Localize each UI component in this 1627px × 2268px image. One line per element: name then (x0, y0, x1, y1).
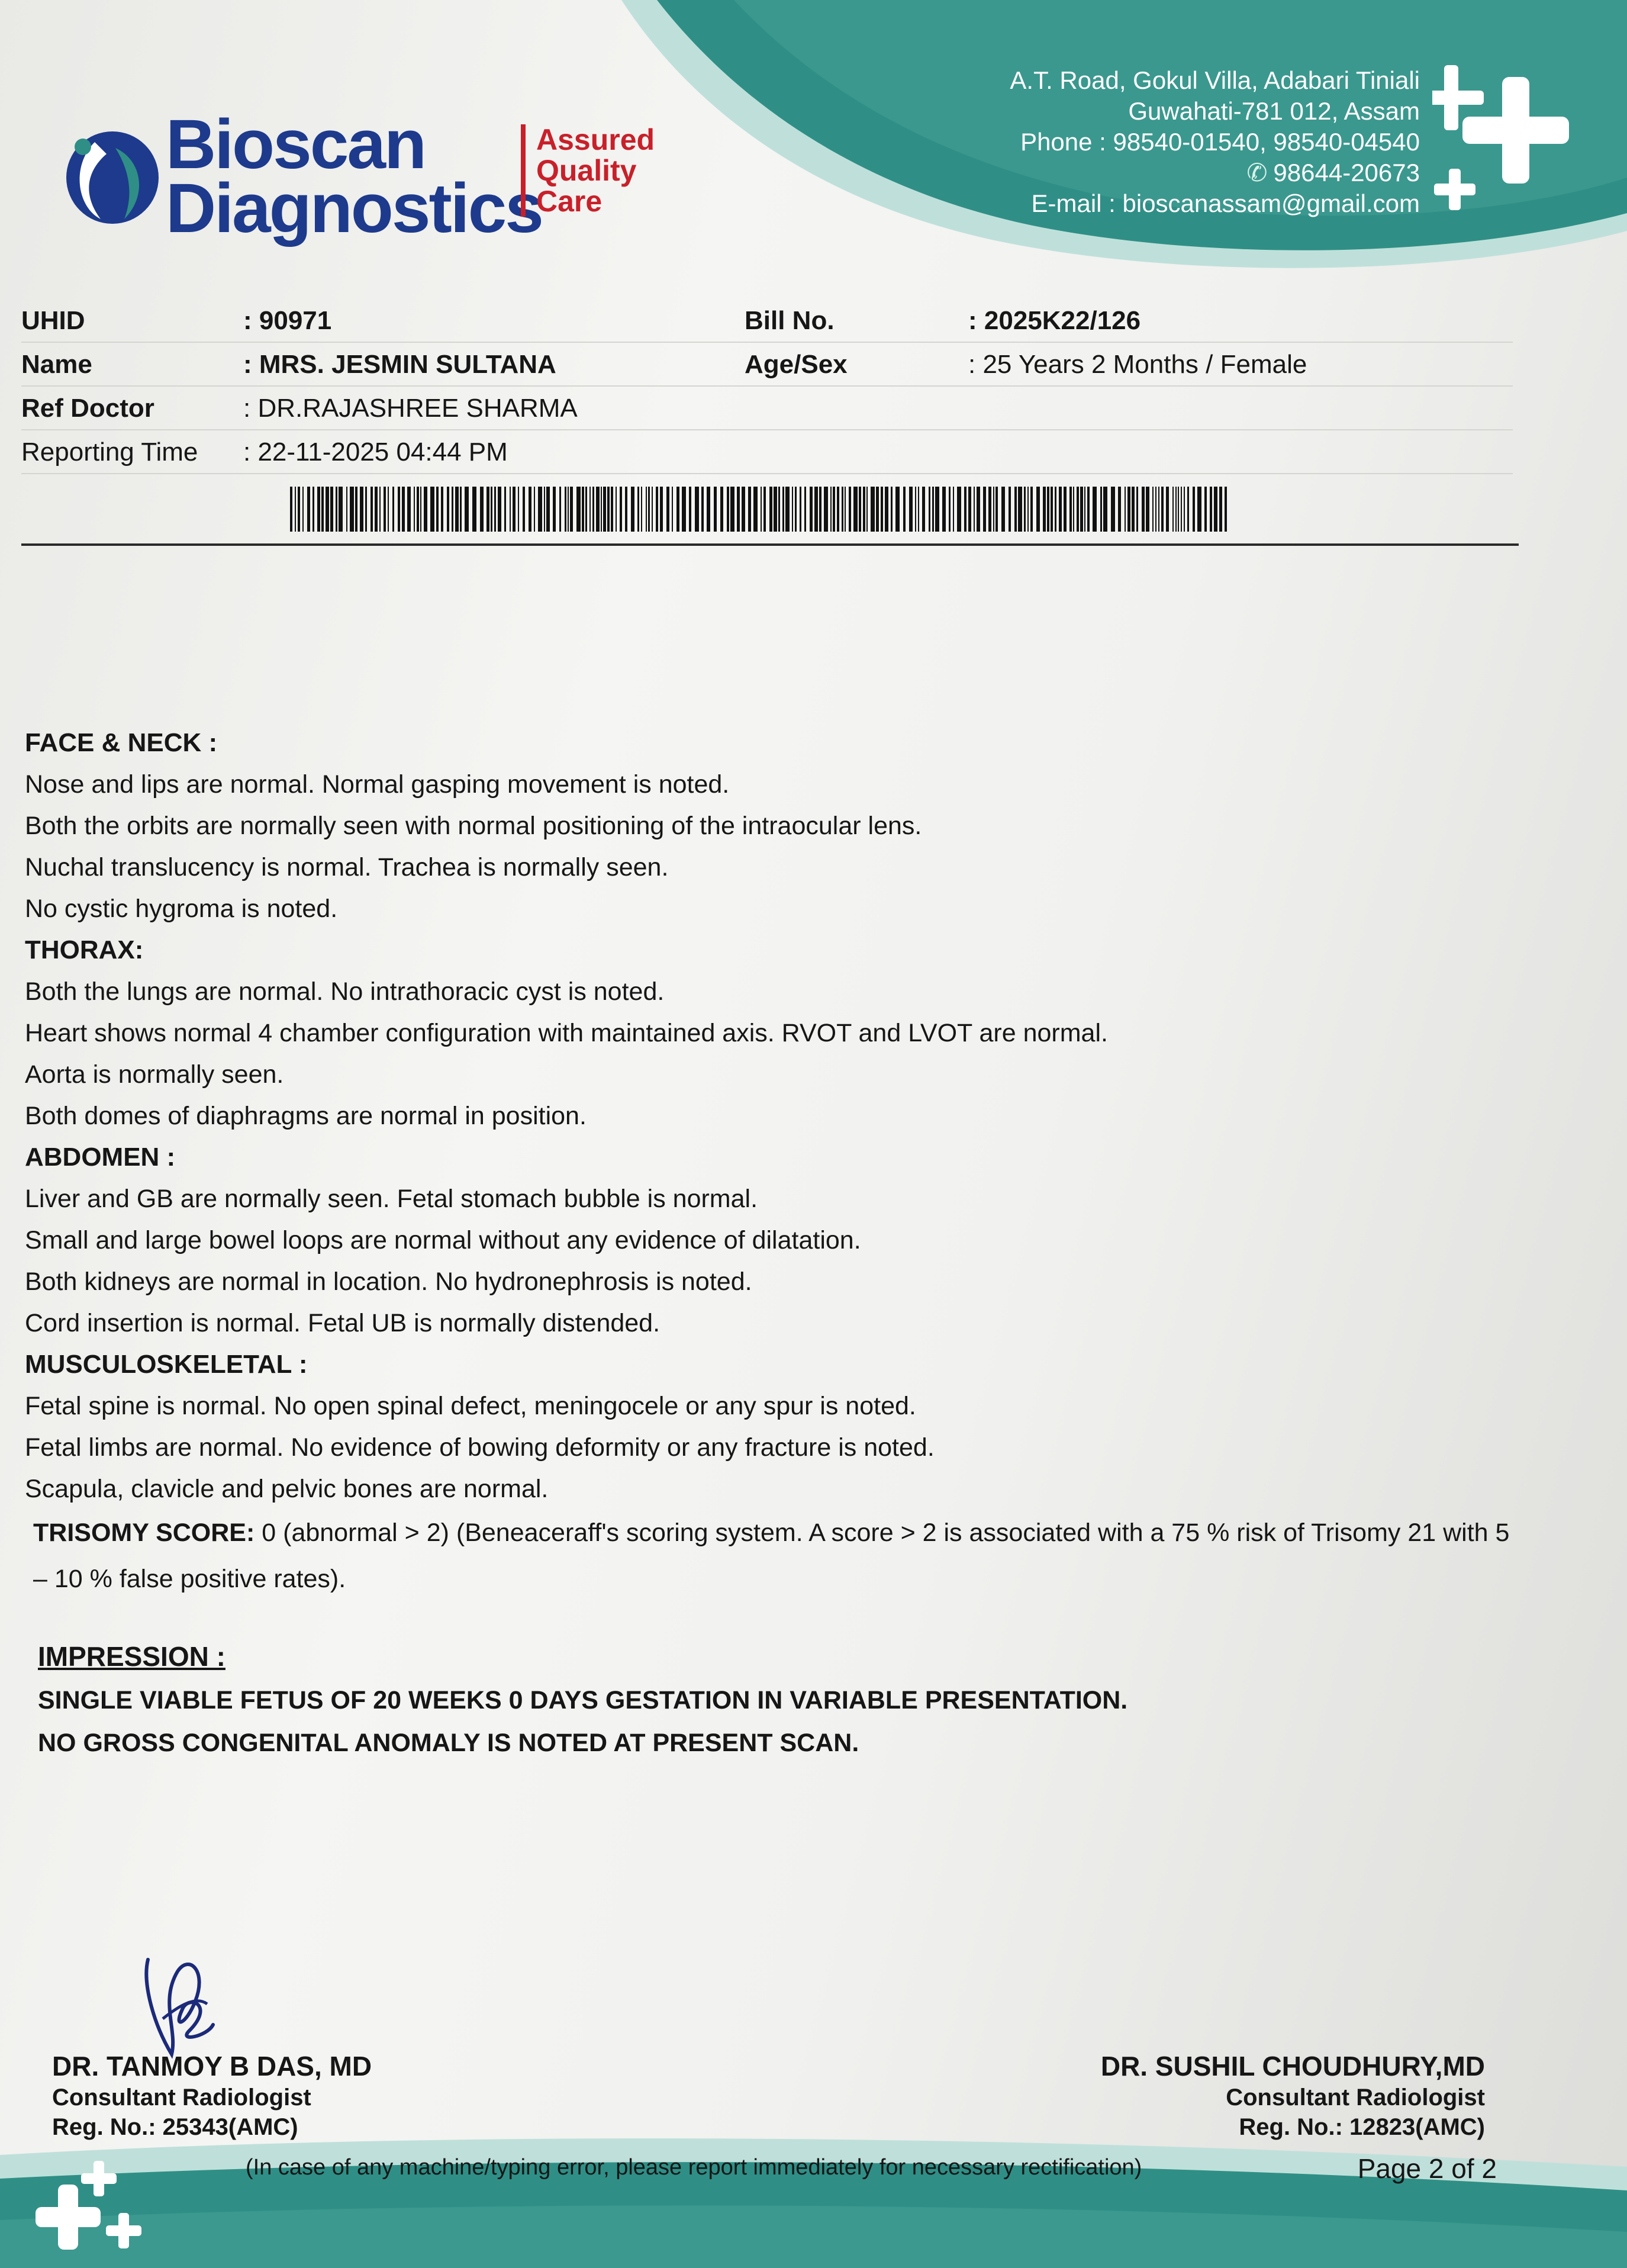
barcode-bar (447, 487, 449, 532)
barcode-bar (824, 487, 828, 532)
barcode-bar (553, 487, 556, 532)
barcode-bar (1001, 487, 1005, 532)
barcode-bar (935, 487, 939, 532)
barcode-bar (302, 487, 304, 532)
impression-line: NO GROSS CONGENITAL ANOMALY IS NOTED AT PRESENT SCAN. (38, 1729, 859, 1757)
barcode-bar (1204, 487, 1207, 532)
tagline-word: Quality (536, 154, 637, 187)
barcode-bar (761, 487, 762, 532)
agesex-label: Age/Sex (745, 350, 848, 379)
barcode-bar (365, 487, 367, 532)
tagline (521, 124, 655, 217)
info-row (21, 387, 1513, 430)
brand-name-line2: Diagnostics (166, 169, 542, 247)
barcode-bar (339, 487, 343, 532)
barcode-bar (1059, 487, 1062, 532)
refdoc-value: : DR.RAJASHREE SHARMA (243, 394, 578, 423)
barcode-bar (518, 487, 519, 532)
finding-line: Nuchal translucency is normal. Trachea is normally seen. (25, 853, 669, 882)
barcode-bar (1132, 487, 1135, 532)
barcode-bar (379, 487, 381, 532)
barcode-bar (589, 487, 591, 532)
barcode-bar (1030, 487, 1033, 532)
barcode-bar (964, 487, 966, 532)
barcode-bar (1181, 487, 1182, 532)
barcode-bar (616, 487, 617, 532)
whatsapp-number: 98644-20673 (1273, 159, 1420, 186)
barcode-bar (885, 487, 888, 532)
barcode-bar (360, 487, 363, 532)
barcode-bar (487, 487, 489, 532)
barcode-bar (988, 487, 991, 532)
barcode-bar (819, 487, 821, 532)
barcode-bar (929, 487, 930, 532)
barcode-bar (430, 487, 434, 532)
barcode-bar (800, 487, 801, 532)
doctor-name: DR. SUSHIL CHOUDHURY,MD (1100, 2051, 1485, 2082)
uhid-value: : 90971 (243, 306, 332, 335)
barcode-bar (689, 487, 691, 532)
barcode-bar (881, 487, 883, 532)
barcode-bar (1178, 487, 1179, 532)
email-line: E-mail : bioscanassam@gmail.com (1031, 189, 1420, 217)
address-line: Guwahati-781 012, Assam (1128, 97, 1420, 125)
refdoc-label: Ref Doctor (21, 394, 154, 423)
barcode-bar (1073, 487, 1074, 532)
barcode-bar (441, 487, 443, 532)
barcode-bar (782, 487, 784, 532)
barcode-bar (974, 487, 975, 532)
barcode-bar (1136, 487, 1138, 532)
barcode-bar (398, 487, 400, 532)
tagline-word: Care (536, 185, 603, 218)
plus-cross-icon (30, 2161, 148, 2250)
name-value: : MRS. JESMIN SULTANA (243, 350, 556, 379)
phone-numbers: Phone : 98540-01540, 98540-04540 (1020, 128, 1420, 156)
barcode-bar (853, 487, 858, 532)
section-heading-thorax: THORAX: (25, 935, 144, 964)
barcode-bar (1055, 487, 1056, 532)
barcode-bar (859, 487, 861, 532)
doctor-reg: Reg. No.: 25343(AMC) (52, 2114, 298, 2140)
barcode-bar (534, 487, 535, 532)
barcode-bar (792, 487, 793, 532)
barcode-bar (307, 487, 310, 532)
barcode-bar (742, 487, 745, 532)
barcode-bar (420, 487, 421, 532)
trisomy-score (33, 1510, 1513, 1602)
barcode-bar (1009, 487, 1011, 532)
barcode-bar (769, 487, 772, 532)
barcode-bar (559, 487, 561, 532)
barcode-bar (666, 487, 669, 532)
barcode-bar (1036, 487, 1040, 532)
barcode-bar (436, 487, 439, 532)
barcode-bar (384, 487, 386, 532)
barcode-bar (1111, 487, 1115, 532)
barcode-bar (336, 487, 337, 532)
barcode-bar (1087, 487, 1090, 532)
barcode-bar (321, 487, 324, 532)
barcode-bar (1172, 487, 1174, 532)
barcode-bar (1103, 487, 1107, 532)
barcode (290, 487, 1231, 532)
finding-line: Nose and lips are normal. Normal gasping movement is noted. (25, 770, 730, 799)
barcode-bar (707, 487, 710, 532)
barcode-bar (720, 487, 723, 532)
barcode-bar (753, 487, 758, 532)
barcode-bar (1125, 487, 1126, 532)
doctor-title: Consultant Radiologist (52, 2084, 311, 2111)
plus-cross-icon (1432, 41, 1574, 213)
finding-line: Cord insertion is normal. Fetal UB is normally distended. (25, 1309, 661, 1337)
footer-disclaimer: (In case of any machine/typing error, please report immediately for necessary rectification) (246, 2155, 1142, 2180)
barcode-bar (295, 487, 296, 532)
footer-wave-decoration (0, 2131, 1627, 2268)
finding-line: Fetal spine is normal. No open spinal defect, meningocele or any spur is noted. (25, 1392, 916, 1420)
barcode-bar (596, 487, 600, 532)
barcode-bar (810, 487, 813, 532)
barcode-bar (494, 487, 496, 532)
barcode-bar (714, 487, 717, 532)
info-row (21, 430, 1513, 474)
barcode-bar (576, 487, 581, 532)
barcode-bar (837, 487, 839, 532)
finding-line: Both the orbits are normally seen with normal positioning of the intraocular lens. (25, 812, 922, 840)
barcode-bar (871, 487, 875, 532)
barcode-bar (402, 487, 405, 532)
barcode-bar (1093, 487, 1097, 532)
barcode-bar (995, 487, 998, 532)
barcode-bar (455, 487, 459, 532)
barcode-bar (656, 487, 658, 532)
barcode-bar (922, 487, 925, 532)
info-row (21, 299, 1513, 343)
barcode-bar (1161, 487, 1164, 532)
barcode-bar (863, 487, 865, 532)
barcode-bar (730, 487, 734, 532)
barcode-bar (568, 487, 569, 532)
barcode-bar (1069, 487, 1072, 532)
barcode-bar (513, 487, 516, 532)
barcode-bar (523, 487, 525, 532)
barcode-bar (582, 487, 584, 532)
finding-line: Small and large bowel loops are normal without any evidence of dilatation. (25, 1226, 861, 1254)
barcode-bar (607, 487, 610, 532)
barcode-bar (993, 487, 994, 532)
barcode-bar (727, 487, 729, 532)
barcode-bar (891, 487, 893, 532)
whatsapp-line (1010, 157, 1420, 188)
section-heading-musculoskeletal: MUSCULOSKELETAL : (25, 1350, 308, 1379)
barcode-bar (949, 487, 951, 532)
barcode-bar (676, 487, 679, 532)
barcode-bar (1184, 487, 1185, 532)
barcode-bar (833, 487, 835, 532)
barcode-bar (326, 487, 329, 532)
barcode-bar (737, 487, 740, 532)
barcode-bar (1080, 487, 1083, 532)
barcode-bar (388, 487, 389, 532)
barcode-bar (1146, 487, 1149, 532)
barcode-bar (350, 487, 354, 532)
barcode-bar (1155, 487, 1156, 532)
barcode-bar (529, 487, 531, 532)
barcode-bar (1014, 487, 1017, 532)
barcode-bar (785, 487, 790, 532)
barcode-bar (1219, 487, 1222, 532)
barcode-bar (953, 487, 954, 532)
handwritten-signature (136, 1936, 225, 2066)
barcode-bar (1166, 487, 1169, 532)
barcode-bar (977, 487, 980, 532)
barcode-bar (849, 487, 851, 532)
barcode-bar (1064, 487, 1067, 532)
lab-address-block (1010, 65, 1420, 219)
barcode-bar (983, 487, 986, 532)
barcode-bar (830, 487, 832, 532)
barcode-bar (909, 487, 913, 532)
barcode-bar (504, 487, 506, 532)
barcode-bar (544, 487, 545, 532)
barcode-bar (312, 487, 314, 532)
section-heading-abdomen: ABDOMEN : (25, 1143, 176, 1172)
barcode-bar (1127, 487, 1130, 532)
finding-line: Aorta is normally seen. (25, 1060, 284, 1089)
address-line: A.T. Road, Gokul Villa, Adabari Tiniali (1010, 66, 1420, 94)
barcode-bar (842, 487, 843, 532)
tagline-word: Assured (536, 123, 655, 156)
barcode-bar (498, 487, 501, 532)
trisomy-text: 0 (abnormal > 2) (Beneaceraff's scoring system. A score > 2 is associated with a 75 % risk of Trisomy 21 with 5 – 10 % false positive rates). (33, 1519, 1510, 1593)
barcode-bar (774, 487, 777, 532)
header-divider (21, 543, 1519, 546)
barcode-bar (1047, 487, 1049, 532)
barcode-bar (1142, 487, 1145, 532)
section-heading-face-neck: FACE & NECK : (25, 728, 218, 757)
barcode-bar (1084, 487, 1085, 532)
barcode-bar (392, 487, 394, 532)
signatory-right (1101, 2050, 1485, 2142)
barcode-bar (748, 487, 751, 532)
agesex-value: : 25 Years 2 Months / Female (968, 350, 1307, 379)
barcode-bar (915, 487, 916, 532)
barcode-bar (1210, 487, 1212, 532)
barcode-bar (452, 487, 453, 532)
barcode-bar (1051, 487, 1053, 532)
barcode-bar (424, 487, 427, 532)
barcode-bar (585, 487, 587, 532)
whatsapp-icon: ✆ (1246, 159, 1268, 186)
report-findings (25, 722, 1564, 1602)
barcode-bar (814, 487, 818, 532)
barcode-bar (1027, 487, 1029, 532)
barcode-bar (592, 487, 594, 532)
barcode-bar (1175, 487, 1177, 532)
barcode-bar (611, 487, 613, 532)
barcode-bar (866, 487, 868, 532)
barcode-bar (625, 487, 627, 532)
uhid-label: UHID (21, 306, 85, 335)
barcode-bar (845, 487, 846, 532)
barcode-bar (1193, 487, 1195, 532)
barcode-bar (795, 487, 797, 532)
barcode-bar (918, 487, 919, 532)
impression-line: SINGLE VIABLE FETUS OF 20 WEEKS 0 DAYS GESTATION IN VARIABLE PRESENTATION. (38, 1686, 1128, 1714)
barcode-bar (1187, 487, 1189, 532)
barcode-bar (903, 487, 906, 532)
barcode-bar (355, 487, 357, 532)
barcode-bar (942, 487, 946, 532)
barcode-bar (465, 487, 469, 532)
barcode-bar (1077, 487, 1079, 532)
barcode-bar (472, 487, 476, 532)
finding-line: Liver and GB are normally seen. Fetal stomach bubble is normal. (25, 1185, 758, 1213)
bill-value: : 2025K22/126 (968, 306, 1141, 335)
barcode-bar (565, 487, 566, 532)
barcode-bar (370, 487, 373, 532)
barcode-bar (1197, 487, 1201, 532)
bill-label: Bill No. (745, 306, 835, 335)
name-label: Name (21, 350, 92, 379)
barcode-bar (646, 487, 647, 532)
barcode-bar (538, 487, 542, 532)
barcode-bar (1118, 487, 1121, 532)
barcode-bar (637, 487, 639, 532)
brand-name-line1: Bioscan (166, 105, 426, 184)
barcode-bar (876, 487, 879, 532)
barcode-bar (330, 487, 333, 532)
barcode-bar (648, 487, 650, 532)
barcode-bar (570, 487, 573, 532)
barcode-bar (932, 487, 934, 532)
page-number: Page 2 of 2 (1357, 2153, 1497, 2184)
finding-line: Heart shows normal 4 chamber configuration with maintained axis. RVOT and LVOT are normal. (25, 1019, 1108, 1047)
barcode-bar (290, 487, 292, 532)
barcode-bar (1158, 487, 1159, 532)
impression-section (38, 1634, 1127, 1764)
barcode-bar (460, 487, 462, 532)
info-row (21, 343, 1513, 387)
reporting-label: Reporting Time (21, 437, 198, 467)
barcode-bar (546, 487, 550, 532)
barcode-bar (1152, 487, 1154, 532)
barcode-bar (1100, 487, 1102, 532)
trisomy-label: TRISOMY SCORE: (33, 1519, 255, 1547)
impression-heading: IMPRESSION : (38, 1641, 225, 1672)
finding-line: Scapula, clavicle and pelvic bones are normal. (25, 1475, 549, 1503)
reporting-value: : 22-11-2025 04:44 PM (243, 437, 508, 467)
barcode-bar (957, 487, 961, 532)
barcode-bar (682, 487, 686, 532)
finding-line: No cystic hygroma is noted. (25, 895, 338, 923)
barcode-bar (1225, 487, 1227, 532)
doctor-title: Consultant Radiologist (1226, 2084, 1485, 2111)
barcode-bar (701, 487, 704, 532)
barcode-bar (414, 487, 415, 532)
barcode-bar (601, 487, 602, 532)
patient-info-table (21, 299, 1513, 474)
barcode-bar (298, 487, 300, 532)
barcode-bar (1024, 487, 1026, 532)
finding-line: Both domes of diaphragms are normal in position. (25, 1102, 587, 1130)
barcode-bar (417, 487, 419, 532)
finding-line: Both the lungs are normal. No intrathoracic cyst is noted. (25, 977, 665, 1006)
barcode-bar (895, 487, 900, 532)
barcode-bar (1214, 487, 1217, 532)
barcode-bar (491, 487, 492, 532)
barcode-bar (1018, 487, 1022, 532)
logo-figure-icon (59, 124, 160, 225)
barcode-bar (763, 487, 766, 532)
barcode-bar (317, 487, 320, 532)
doctor-reg: Reg. No.: 12823(AMC) (1239, 2114, 1485, 2140)
barcode-bar (660, 487, 663, 532)
barcode-bar (510, 487, 511, 532)
barcode-bar (1043, 487, 1046, 532)
barcode-bar (968, 487, 971, 532)
doctor-name: DR. TANMOY B DAS, MD (52, 2051, 372, 2082)
barcode-bar (804, 487, 806, 532)
barcode-bar (695, 487, 699, 532)
finding-line: Both kidneys are normal in location. No hydronephrosis is noted. (25, 1267, 752, 1296)
barcode-bar (778, 487, 780, 532)
barcode-bar (375, 487, 378, 532)
barcode-bar (407, 487, 411, 532)
signatory-left (52, 2050, 372, 2142)
finding-line: Fetal limbs are normal. No evidence of bowing deformity or any fracture is noted. (25, 1433, 935, 1462)
barcode-bar (641, 487, 642, 532)
barcode-bar (631, 487, 634, 532)
barcode-bar (620, 487, 622, 532)
barcode-bar (346, 487, 347, 532)
barcode-bar (672, 487, 673, 532)
barcode-bar (480, 487, 484, 532)
barcode-bar (652, 487, 653, 532)
barcode-bar (603, 487, 606, 532)
